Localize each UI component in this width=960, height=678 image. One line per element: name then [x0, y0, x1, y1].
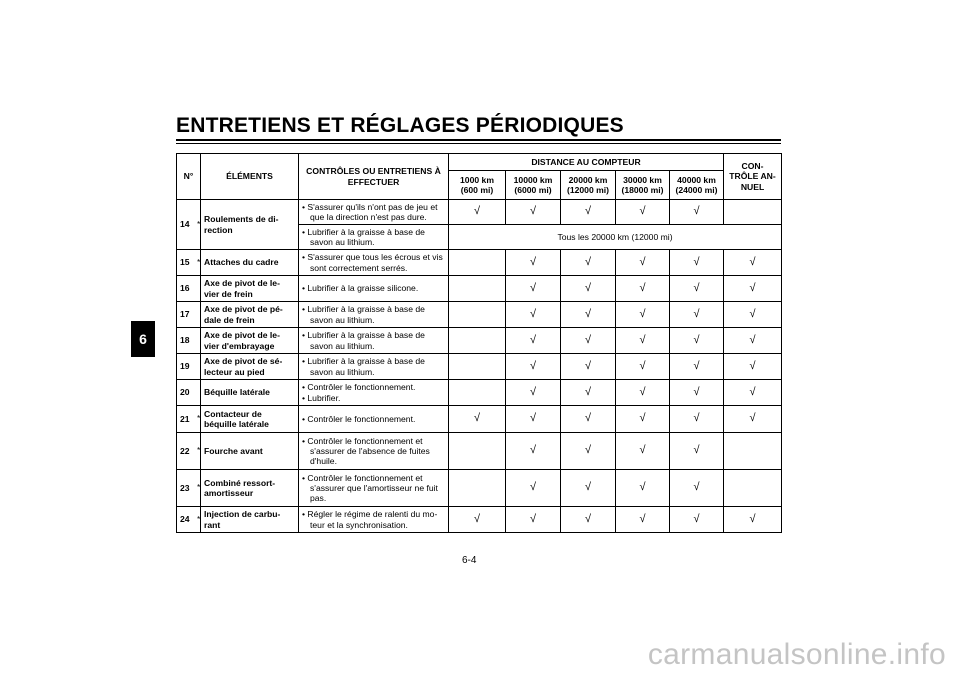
check-mark: √ — [724, 276, 782, 302]
table-row — [177, 250, 782, 276]
check-mark: √ — [561, 507, 616, 533]
row-action: • Contrôler le fonctionnement. — [299, 406, 449, 433]
header-action: CONTRÔLES OU ENTRETIENS À EFFECTUER — [299, 154, 449, 200]
row-num: 21 * — [177, 406, 201, 433]
check-mark: √ — [506, 276, 561, 302]
check-mark: √ — [449, 507, 506, 533]
empty-cell — [449, 354, 506, 380]
check-mark: √ — [616, 470, 670, 507]
check-mark: √ — [724, 302, 782, 328]
check-mark: √ — [724, 406, 782, 433]
check-mark: √ — [506, 328, 561, 354]
check-mark: √ — [561, 200, 616, 225]
header-1000km: 1000 km (600 mi) — [449, 171, 506, 200]
check-mark: √ — [670, 470, 724, 507]
table-row — [177, 380, 782, 406]
check-mark: √ — [561, 406, 616, 433]
watermark[interactable]: carmanualsonline.info — [647, 638, 946, 671]
check-mark: √ — [506, 250, 561, 276]
row-element: Axe de pivot de le-vier de frein — [201, 276, 299, 302]
page-number: 6-4 — [462, 555, 477, 566]
check-mark: √ — [670, 354, 724, 380]
maintenance-table — [176, 153, 782, 533]
check-mark: √ — [561, 380, 616, 406]
check-mark: √ — [506, 302, 561, 328]
check-mark: √ — [670, 406, 724, 433]
row-num: 14 * — [177, 200, 201, 250]
check-mark: √ — [616, 302, 670, 328]
check-mark: √ — [670, 276, 724, 302]
check-mark: √ — [724, 507, 782, 533]
row-action: • Contrôler le fonctionnement et s'assurer de l'absence de fuites d'huile. — [299, 433, 449, 470]
row-element: Fourche avant — [201, 433, 299, 470]
row-action: • S'assurer que tous les écrous et vis sont correctement serrés. — [299, 250, 449, 276]
check-mark: √ — [506, 470, 561, 507]
check-mark: √ — [561, 250, 616, 276]
check-mark: √ — [616, 406, 670, 433]
row-num: 20 — [177, 380, 201, 406]
row-action: • Lubrifier à la graisse à base de savon au lithium. — [299, 225, 449, 250]
table-row — [177, 328, 782, 354]
header-num: N° — [177, 154, 201, 200]
check-mark: √ — [670, 380, 724, 406]
empty-cell — [449, 380, 506, 406]
empty-cell — [449, 250, 506, 276]
check-mark: √ — [724, 250, 782, 276]
row-num: 15 * — [177, 250, 201, 276]
row-element: Contacteur de béquille latérale — [201, 406, 299, 433]
row-action: • Lubrifier à la graisse à base de savon au lithium. — [299, 354, 449, 380]
row-num: 16 — [177, 276, 201, 302]
table-row — [177, 200, 782, 225]
header-distance: DISTANCE AU COMPTEUR — [449, 154, 724, 171]
check-mark: √ — [616, 276, 670, 302]
table-row — [177, 276, 782, 302]
header-row-1 — [177, 154, 782, 171]
check-mark: √ — [616, 507, 670, 533]
empty-cell — [449, 302, 506, 328]
check-mark: √ — [616, 250, 670, 276]
table-row — [177, 507, 782, 533]
check-mark: √ — [506, 507, 561, 533]
row-element: Roulements de di-rection — [201, 200, 299, 250]
check-mark: √ — [506, 433, 561, 470]
table-row — [177, 354, 782, 380]
row-element: Béquille latérale — [201, 380, 299, 406]
check-mark: √ — [616, 433, 670, 470]
row-element: Axe de pivot de sé-lecteur au pied — [201, 354, 299, 380]
check-mark: √ — [724, 354, 782, 380]
row-num: 17 — [177, 302, 201, 328]
chapter-tab: 6 — [131, 321, 155, 357]
row-action: • Régler le régime de ralenti du mo-teur et la synchronisation. — [299, 507, 449, 533]
check-mark: √ — [670, 200, 724, 225]
header-20000km: 20000 km (12000 mi) — [561, 171, 616, 200]
check-mark: √ — [670, 328, 724, 354]
header-30000km: 30000 km (18000 mi) — [616, 171, 670, 200]
empty-cell — [449, 276, 506, 302]
check-mark: √ — [616, 354, 670, 380]
check-mark: √ — [670, 507, 724, 533]
empty-cell — [724, 200, 782, 225]
empty-cell — [724, 433, 782, 470]
check-mark: √ — [670, 302, 724, 328]
check-mark: √ — [506, 200, 561, 225]
check-mark: √ — [449, 406, 506, 433]
row-action: • Contrôler le fonctionnement et s'assurer que l'amortisseur ne fuit pas. — [299, 470, 449, 507]
check-mark: √ — [670, 250, 724, 276]
title-rule — [176, 139, 781, 141]
table-row — [177, 406, 782, 433]
row-num: 24 * — [177, 507, 201, 533]
check-mark: √ — [616, 200, 670, 225]
check-mark: √ — [506, 380, 561, 406]
interval-note: Tous les 20000 km (12000 mi) — [449, 225, 782, 250]
header-annual: CON-TRÔLE AN-NUEL — [724, 154, 782, 200]
empty-cell — [449, 433, 506, 470]
row-num: 23 * — [177, 470, 201, 507]
check-mark: √ — [616, 380, 670, 406]
check-mark: √ — [506, 354, 561, 380]
check-mark: √ — [506, 406, 561, 433]
row-element: Injection de carbu-rant — [201, 507, 299, 533]
row-action: • S'assurer qu'ils n'ont pas de jeu et que la direction n'est pas dure. — [299, 200, 449, 225]
empty-cell — [724, 470, 782, 507]
check-mark: √ — [561, 433, 616, 470]
check-mark: √ — [724, 328, 782, 354]
row-element: Combiné ressort-amortisseur — [201, 470, 299, 507]
check-mark: √ — [561, 470, 616, 507]
row-num: 19 — [177, 354, 201, 380]
check-mark: √ — [449, 200, 506, 225]
empty-cell — [449, 470, 506, 507]
table-row — [177, 433, 782, 470]
check-mark: √ — [561, 354, 616, 380]
row-element: Axe de pivot de pé-dale de frein — [201, 302, 299, 328]
empty-cell — [449, 328, 506, 354]
row-num: 18 — [177, 328, 201, 354]
check-mark: √ — [670, 433, 724, 470]
header-10000km: 10000 km (6000 mi) — [506, 171, 561, 200]
row-element: Axe de pivot de le-vier d'embrayage — [201, 328, 299, 354]
check-mark: √ — [561, 302, 616, 328]
row-action: • Lubrifier à la graisse à base de savon au lithium. — [299, 328, 449, 354]
table-row — [177, 470, 782, 507]
row-action: • Lubrifier à la graisse à base de savon au lithium. — [299, 302, 449, 328]
row-num: 22 * — [177, 433, 201, 470]
header-element: ÉLÉMENTS — [201, 154, 299, 200]
check-mark: √ — [561, 276, 616, 302]
check-mark: √ — [724, 380, 782, 406]
check-mark: √ — [561, 328, 616, 354]
row-action: • Lubrifier à la graisse silicone. — [299, 276, 449, 302]
table-row — [177, 302, 782, 328]
title-rule-thin — [176, 143, 781, 144]
page-title: ENTRETIENS ET RÉGLAGES PÉRIODIQUES — [176, 114, 624, 137]
row-element: Attaches du cadre — [201, 250, 299, 276]
row-action: • Contrôler le fonctionnement. • Lubrifier. — [299, 380, 449, 406]
header-40000km: 40000 km (24000 mi) — [670, 171, 724, 200]
check-mark: √ — [616, 328, 670, 354]
